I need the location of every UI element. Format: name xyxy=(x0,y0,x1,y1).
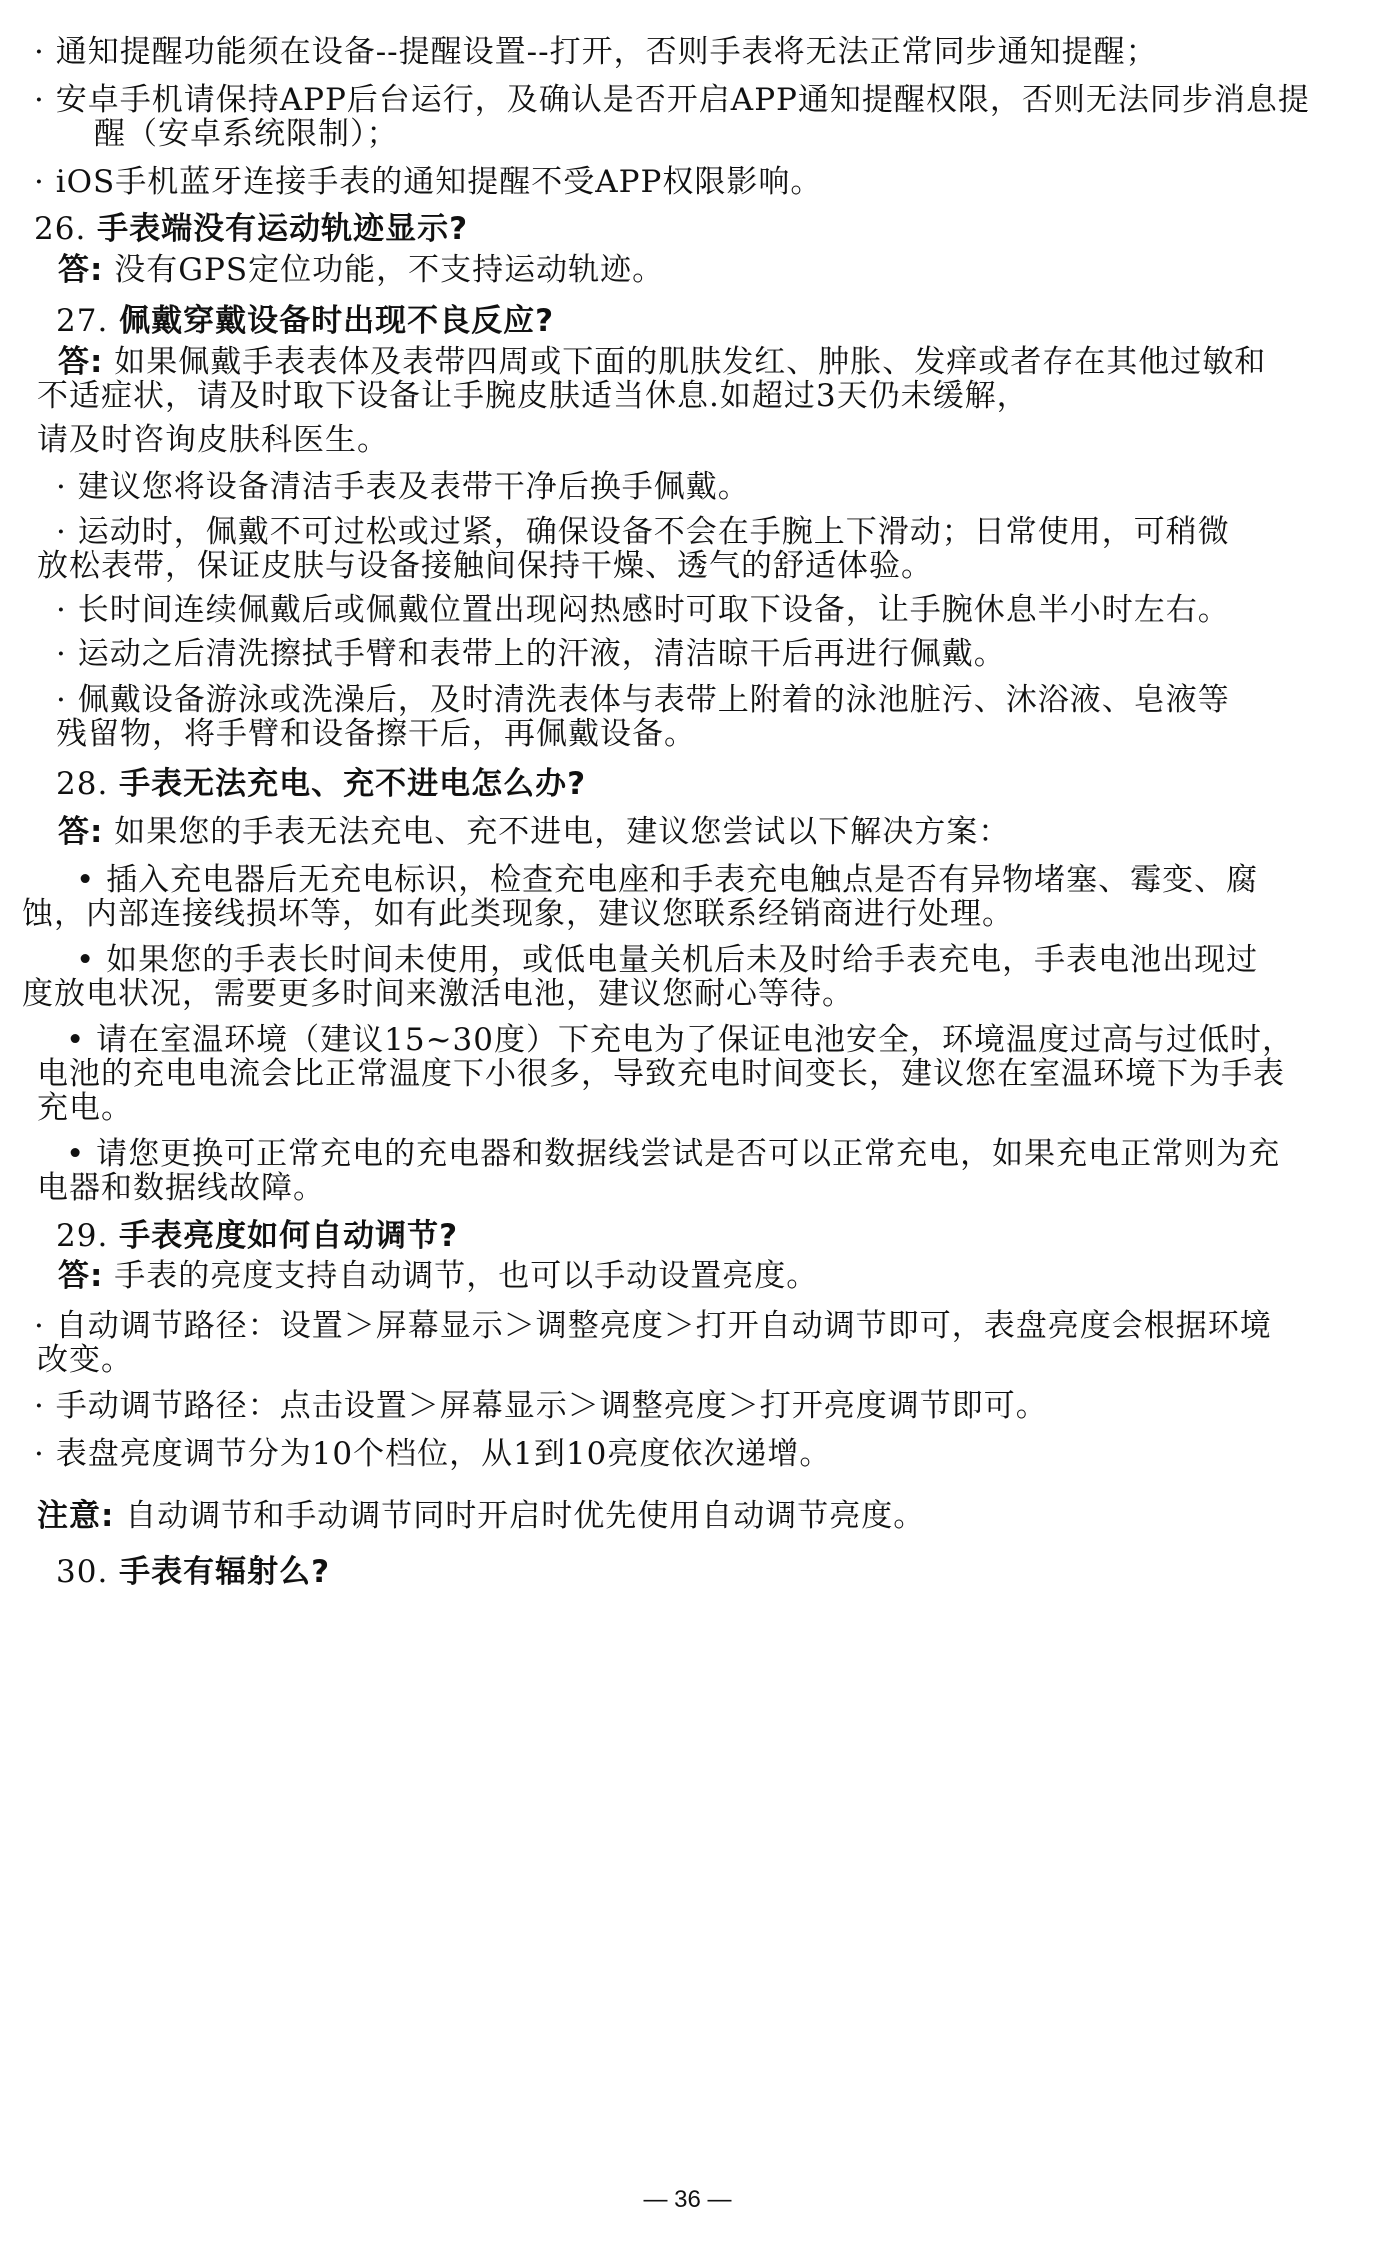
question-title: 手表无法充电、充不进电怎么办? xyxy=(119,766,587,802)
bullet-room-temperature: • 请在室温环境（建议15~30度）下充电为了保证电池安全，环境温度过高与过低时， xyxy=(66,1022,1295,1058)
answer-text: 没有GPS定位功能，不支持运动轨迹。 xyxy=(114,252,665,288)
question-28-heading xyxy=(56,764,586,804)
bullet-replace-charger-cont: 电器和数据线故障。 xyxy=(37,1170,325,1206)
bullet-rest-wrist: · 长时间连续佩戴后或佩戴位置出现闷热感时可取下设备，让手腕休息半小时左右。 xyxy=(56,592,1230,628)
question-title: 手表亮度如何自动调节? xyxy=(119,1218,459,1254)
answer-text: 如果您的手表无法充电、充不进电，建议您尝试以下解决方案： xyxy=(114,814,1011,850)
bullet-android-background: · 安卓手机请保持APP后台运行，及确认是否开启APP通知提醒权限，否则无法同步消息提 xyxy=(34,82,1310,118)
answer-27-line2: 不适症状，请及时取下设备让手腕皮肤适当休息.如超过3天仍未缓解， xyxy=(37,378,1029,414)
question-number: 30. xyxy=(56,1554,109,1590)
question-number: 29. xyxy=(56,1218,109,1254)
bullet-clean-after-sport: · 运动之后清洗擦拭手臂和表带上的汗液，清洁晾干后再进行佩戴。 xyxy=(56,636,1006,672)
bullet-over-discharge-cont: 度放电状况，需要更多时间来激活电池，建议您耐心等待。 xyxy=(22,976,854,1012)
answer-28 xyxy=(58,812,1010,852)
answer-text: 如果佩戴手表表体及表带四周或下面的肌肤发红、肿胀、发痒或者存在其他过敏和 xyxy=(114,344,1267,380)
bullet-room-temperature-cont2: 充电。 xyxy=(37,1090,133,1126)
bullet-over-discharge: • 如果您的手表长时间未使用，或低电量关机后未及时给手表充电，手表电池出现过 xyxy=(76,942,1259,978)
question-27-heading xyxy=(56,301,554,341)
question-26-heading xyxy=(34,209,468,249)
bullet-brightness-levels: · 表盘亮度调节分为10个档位，从1到10亮度依次递增。 xyxy=(34,1436,832,1472)
answer-label: 答: xyxy=(58,252,104,288)
answer-label: 答: xyxy=(58,814,104,850)
note-29 xyxy=(37,1496,925,1536)
answer-text: 手表的亮度支持自动调节，也可以手动设置亮度。 xyxy=(114,1258,819,1294)
answer-27-line3: 请及时咨询皮肤科医生。 xyxy=(37,422,389,458)
bullet-replace-charger: • 请您更换可正常充电的充电器和数据线尝试是否可以正常充电，如果充电正常则为充 xyxy=(66,1136,1281,1172)
page-number: — 36 — xyxy=(643,2186,732,2213)
bullet-android-background-cont: 醒（安卓系统限制）； xyxy=(94,116,399,152)
question-30-heading xyxy=(56,1552,330,1592)
bullet-auto-adjust-path-cont: 改变。 xyxy=(37,1342,133,1378)
answer-29 xyxy=(58,1256,818,1296)
bullet-ios-bluetooth: · iOS手机蓝牙连接手表的通知提醒不受APP权限影响。 xyxy=(34,164,823,200)
bullet-change-hand: · 建议您将设备清洁手表及表带干净后换手佩戴。 xyxy=(56,469,750,505)
question-number: 28. xyxy=(56,766,109,802)
question-29-heading xyxy=(56,1216,458,1256)
bullet-no-charge-icon-cont: 蚀，内部连接线损坏等，如有此类现象，建议您联系经销商进行处理。 xyxy=(22,896,1014,932)
bullet-notification-setting: · 通知提醒功能须在设备--提醒设置--打开，否则手表将无法正常同步通知提醒； xyxy=(34,34,1158,70)
bullet-no-charge-icon: • 插入充电器后无充电标识，检查充电座和手表充电触点是否有异物堵塞、霉变、腐 xyxy=(76,862,1259,898)
bullet-auto-adjust-path: · 自动调节路径：设置＞屏幕显示＞调整亮度＞打开自动调节即可，表盘亮度会根据环境 xyxy=(34,1308,1272,1344)
note-label: 注意: xyxy=(37,1498,115,1534)
answer-label: 答: xyxy=(58,344,104,380)
question-number: 27. xyxy=(56,303,109,339)
answer-26 xyxy=(58,250,664,290)
question-title: 手表端没有运动轨迹显示? xyxy=(97,211,469,247)
note-text: 自动调节和手动调节同时开启时优先使用自动调节亮度。 xyxy=(125,1498,926,1534)
bullet-tightness-cont: 放松表带，保证皮肤与设备接触间保持干燥、透气的舒适体验。 xyxy=(37,548,933,584)
question-title: 佩戴穿戴设备时出现不良反应? xyxy=(119,303,555,339)
question-title: 手表有辐射么? xyxy=(119,1554,331,1590)
bullet-room-temperature-cont1: 电池的充电电流会比正常温度下小很多，导致充电时间变长，建议您在室温环境下为手表 xyxy=(37,1056,1285,1092)
answer-label: 答: xyxy=(58,1258,104,1294)
bullet-after-swimming-cont: 残留物，将手臂和设备擦干后，再佩戴设备。 xyxy=(56,716,696,752)
question-number: 26. xyxy=(34,211,87,247)
bullet-tightness: · 运动时，佩戴不可过松或过紧，确保设备不会在手腕上下滑动；日常使用，可稍微 xyxy=(56,514,1230,550)
bullet-after-swimming: · 佩戴设备游泳或洗澡后，及时清洗表体与表带上附着的泳池脏污、沐浴液、皂液等 xyxy=(56,682,1230,718)
bullet-manual-adjust-path: · 手动调节路径：点击设置＞屏幕显示＞调整亮度＞打开亮度调节即可。 xyxy=(34,1388,1048,1424)
